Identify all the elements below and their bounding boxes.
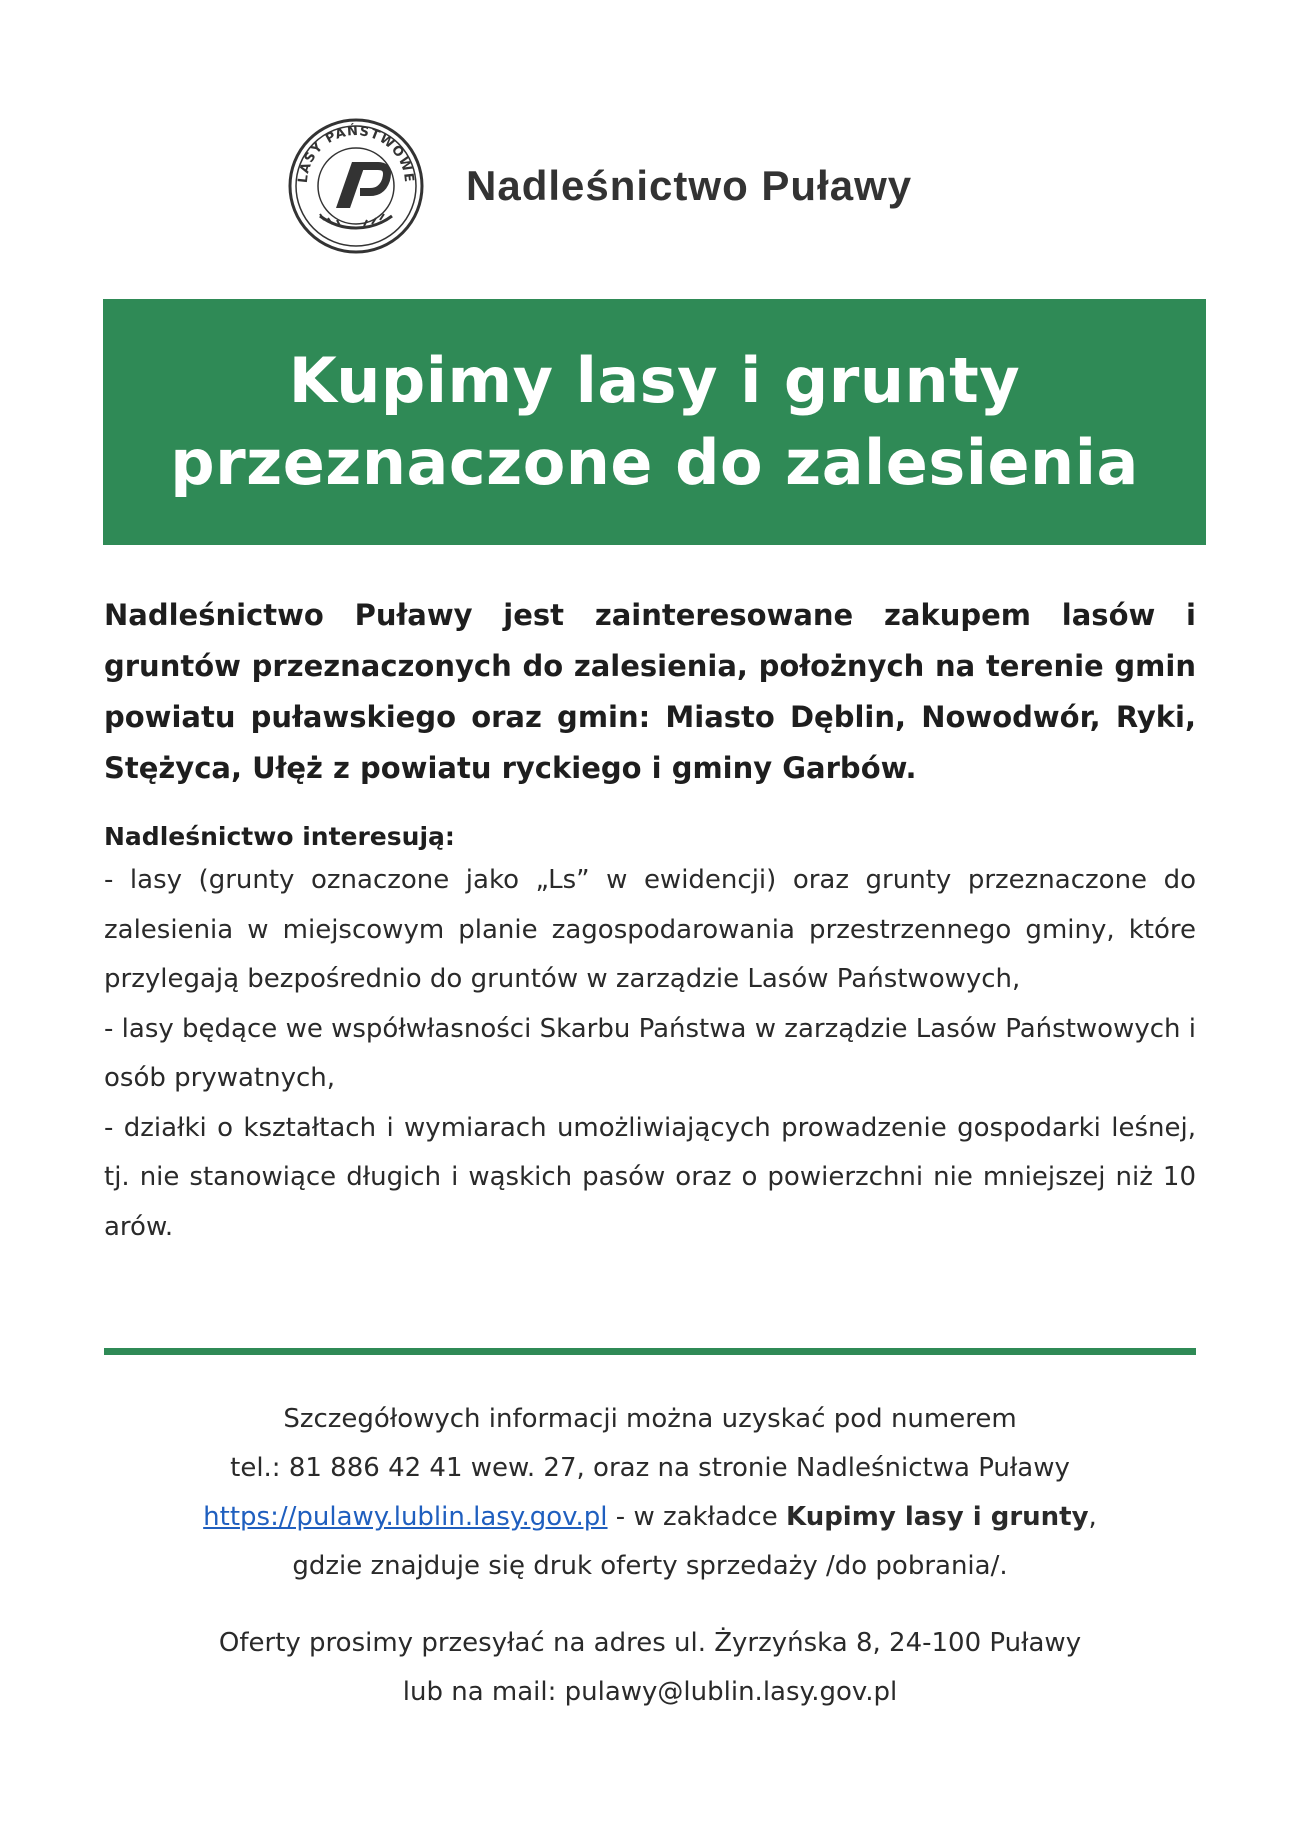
headline-line-1: Kupimy lasy i grunty [288, 344, 1021, 417]
org-name: Nadleśnictwo Puławy [466, 162, 913, 209]
contact-line-1: Szczegółowych informacji można uzyskać pod numerem [283, 1404, 1017, 1434]
svg-text:LASY PAŃSTWOWE: LASY PAŃSTWOWE [295, 123, 417, 184]
headline-line-2: przeznaczone do zalesienia [170, 426, 1139, 499]
header [286, 116, 912, 256]
spacer [104, 1591, 1196, 1619]
contact-line-3-end: , [1088, 1502, 1097, 1532]
tab-name: Kupimy lasy i grunty [786, 1502, 1089, 1532]
intro-paragraph: Nadleśnictwo Puławy jest zainteresowane zakupem lasów i gruntów przeznaczonych do zalesienia, położnych na terenie gmin powiatu puławskiego oraz gmin: Miasto Dęblin, Nowodwór, Ryki, Stężyca, Ułęż z powiatu ryckiego i gminy Garbów. [104, 598, 1196, 785]
contact-line-3 [104, 1493, 1196, 1542]
address-line: Oferty prosimy przesyłać na adres ul. Żyrzyńska 8, 24-100 Puławy [218, 1628, 1082, 1658]
list-item: - działki o kształtach i wymiarach umożliwiających prowadzenie gospodarki leśnej, tj. nie stanowiące długich i wąskich pasów oraz o powierzchni nie mniejszej niż 10 arów. [104, 1112, 1196, 1242]
contact-line-2: tel.: 81 886 42 41 wew. 27, oraz na stronie Nadleśnictwa Puławy [230, 1453, 1070, 1483]
interests-list [104, 856, 1196, 1252]
list-item: - lasy będące we współwłasności Skarbu Państwa w zarządzie Lasów Państwowych i osób prywatnych, [104, 1013, 1196, 1093]
interests-title: Nadleśnictwo interesują: [104, 822, 455, 851]
contact-footer [104, 1395, 1196, 1717]
lasy-panstwowe-logo [286, 116, 426, 256]
contact-line-4: gdzie znajduje się druk oferty sprzedaży /do pobrania/. [292, 1551, 1008, 1581]
email-line: lub na mail: pulawy@lublin.lasy.gov.pl [402, 1677, 898, 1707]
headline-banner [103, 299, 1206, 545]
website-link[interactable]: https://pulawy.lublin.lasy.gov.pl [203, 1502, 608, 1532]
divider [104, 1348, 1196, 1355]
contact-line-3-mid: - w zakładce [607, 1502, 786, 1532]
list-item: - lasy (grunty oznaczone jako „Ls” w ewidencji) oraz grunty przeznaczone do zalesienia w miejscowym planie zagospodarowania przestrzennego gminy, które przylegają bezpośrednio do gruntów w zarządzie Lasów Państwowych, [104, 865, 1196, 994]
